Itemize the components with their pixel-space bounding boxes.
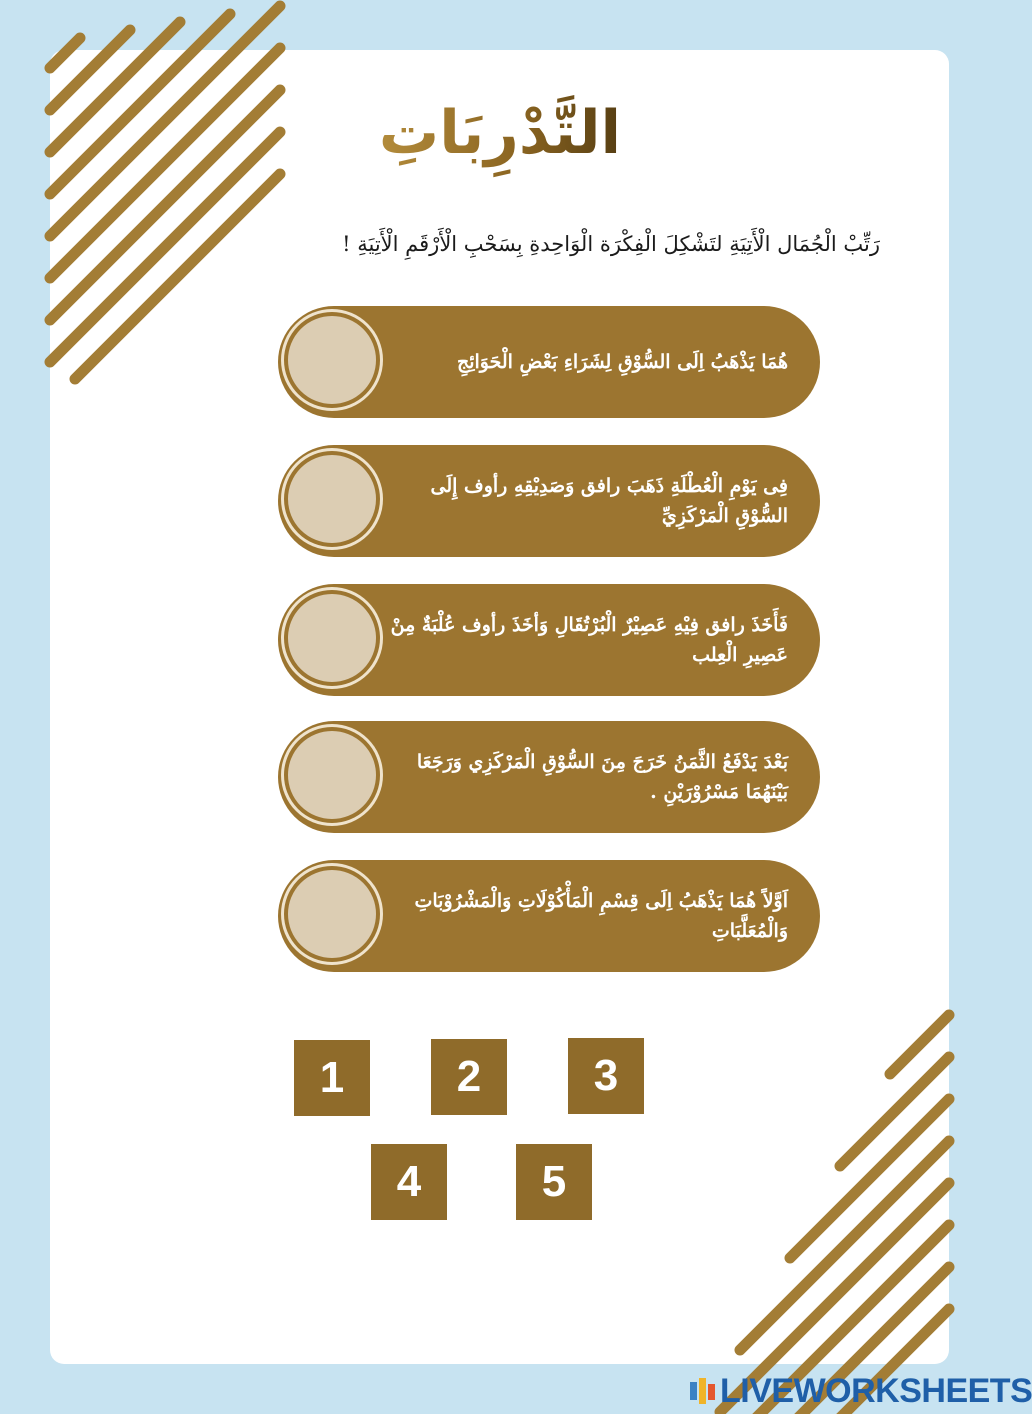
sentence-text-1: هُمَا يَذْهَبُ اِلَى السُّوْقِ لِشَرَاءِ بَعْضِ الْحَوَائِجِ [456,351,788,373]
draggable-number-1[interactable]: 1 [294,1040,370,1116]
liveworksheets-logo-icon [690,1378,716,1404]
page-title: التَّدْرِبَاتِ [300,88,700,178]
sentence-text-2: فِى يَوْمِ الْعُطْلَةِ ذَهَبَ رافق وَصَدِيْقِهِ رأوف إِلَى السُّوْقِ الْمَرْكَزِيِّ [430,475,788,527]
sentence-text-5: اَوَّلاً هُمَا يَذْهَبُ اِلَى قِسْمِ الْمَأْكُوْلَاتِ وَالْمَشْرُوْبَاتِ وَالْمُعَلَّبَاتِ [414,890,788,942]
decorative-stripes-bottom-right [720,1025,949,1364]
liveworksheets-brand[interactable] [690,1372,1032,1410]
drop-slot-5[interactable] [284,866,380,962]
draggable-number-4[interactable]: 4 [371,1144,447,1220]
drop-slot-2[interactable] [284,451,380,547]
draggable-number-5[interactable]: 5 [516,1144,592,1220]
sentence-card-4 [278,721,820,833]
sentence-text-4: بَعْدَ يَدْفَعُ الثَّمَنُ خَرَجَ مِنَ السُّوْقِ الْمَرْكَزِي وَرَجَعَا بَيْنَهُمَا مَسْرُوْرَيْنِ . [416,751,788,803]
drop-slot-1[interactable] [284,312,380,408]
draggable-number-3[interactable]: 3 [568,1038,644,1114]
sentence-card-1 [278,306,820,418]
draggable-number-2[interactable]: 2 [431,1039,507,1115]
sentence-card-3 [278,584,820,696]
sentence-card-2 [278,445,820,557]
sentence-text-3: فَأَخَذَ رافق فِيْهِ عَصِيْرٌ الْبُرْتُقَالِ وَأخَذَ رأوف عُلْبَةٌ مِنْ عَصِيرِ الْعِلب [390,614,788,666]
decorative-stripes-top-left [50,50,290,390]
drop-slot-4[interactable] [284,727,380,823]
instruction-text: رَتِّبْ الْجُمَال الْأَتِيَةِ لتَشْكِلَ الْفِكْرَة الْوَاحِدةِ بِسَحْبِ الْأَرْقَمِ الْأَتِيَةِ ! [342,232,880,256]
sentence-card-5 [278,860,820,972]
brand-text: LIVEWORKSHEETS [720,1371,1032,1410]
drop-slot-3[interactable] [284,590,380,686]
